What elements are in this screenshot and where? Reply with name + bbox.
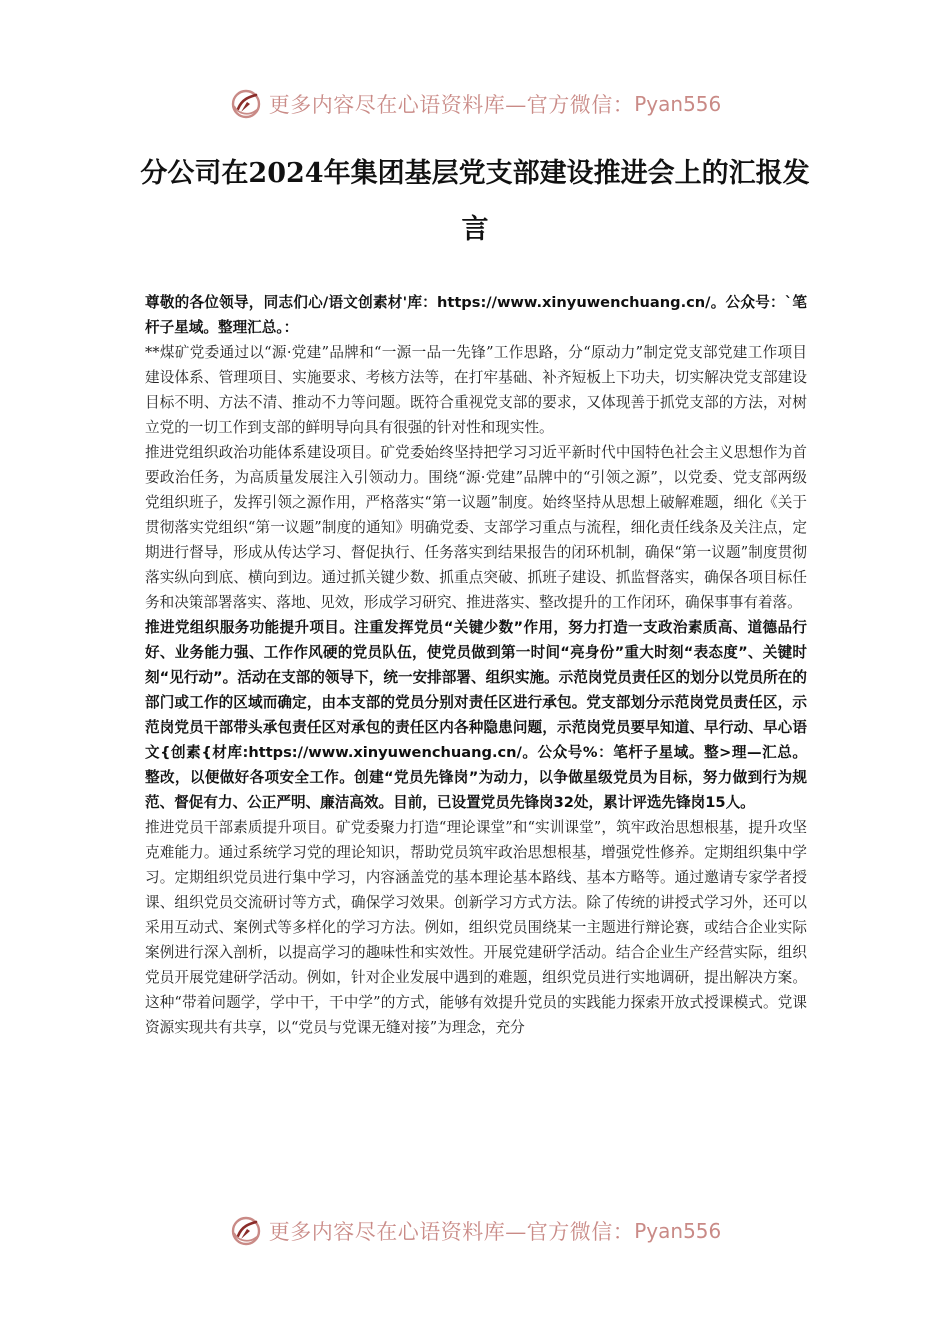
document-title: 分公司在2024年集团基层党支部建设推进会上的汇报发言 — [140, 158, 810, 245]
paragraph-service-function: 推进党组织服务功能提升项目。注重发挥党员“关键少数”作用，努力打造一支政治素质高、道德品行好、业务能力强、工作作风硬的党员队伍，使党员做到第一时间“亮身份”重大时刻“表态度”、关键时刻“见行动”。活动在支部的领导下，统一安排部署、组织实施。示范岗党员责任区的划分以党员所在的部门或工作的区域而确定，由本支部的党员分别对责任区进行承包。党支部划分示范岗党员责任区，示范岗党员干部带头承包责任区对承包的责任区内各种隐患问题，示范岗党员要早知道、早行动、早心语文{创素{材库:https://www.xinyuwenchuang.cn/。公众号%：笔杆子星域。整>理—汇总。整改，以便做好各项安全工作。创建“党员先锋岗”为动力，以争做星级党员为目标，努力做到行为规范、督促有力、公正严明、廉洁高效。目前，已设置党员先锋岗32处，累计评选先锋岗15人。 — [145, 619, 807, 811]
pen-swirl-logo-icon — [229, 1214, 263, 1248]
paragraph-salutation: 尊敬的各位领导，同志们心/语文创素材'库：https://www.xinyuwenchuang.cn/。公众号：`笔杆子星域。整理汇总。： — [145, 294, 807, 336]
header-banner — [0, 84, 950, 124]
paragraph-cadre-quality: 推进党员干部素质提升项目。矿党委聚力打造“理论课堂”和“实训课堂”，筑牢政治思想根基，提升攻坚克难能力。通过系统学习党的理论知识，帮助党员筑牢政治思想根基，增强党性修养。定期组织集中学习。定期组织党员进行集中学习，内容涵盖党的基本理论基本路线、基本方略等。通过邀请专家学者授课、组织党员交流研讨等方式，确保学习效果。创新学习方式方法。除了传统的讲授式学习外，还可以采用互动式、案例式等多样化的学习方法。例如，组织党员围绕某一主题进行辩论赛，或结合企业实际案例进行深入剖析，以提高学习的趣味性和实效性。开展党建研学活动。结合企业生产经营实际，组织党员开展党建研学活动。例如，针对企业发展中遇到的难题，组织党员进行实地调研，提出解决方案。这种“带着问题学，学中干，干中学”的方式，能够有效提升党员的实践能力探索开放式授课模式。党课资源实现共有共享，以“党员与党课无缝对接”为理念，充分 — [145, 819, 807, 1036]
banner-text: 更多内容尽在心语资料库—官方微信： — [268, 93, 635, 117]
document-body — [145, 290, 807, 1040]
banner-wechat-id: Pyan556 — [634, 92, 722, 116]
paragraph-political-function: 推进党组织政治功能体系建设项目。矿党委始终坚持把学习习近平新时代中国特色社会主义思想作为首要政治任务，为高质量发展注入引领动力。围绕“源·党建”品牌中的“引领之源”，以党委、党支部两级党组织班子，发挥引领之源作用，严格落实“第一议题”制度。始终坚持从思想上破解难题，细化《关于贯彻落实党组织“第一议题”制度的通知》明确党委、支部学习重点与流程，细化责任线条及关注点，定期进行督导，形成从传达学习、督促执行、任务落实到结果报告的闭环机制，确保“第一议题”制度贯彻落实纵向到底、横向到边。通过抓关键少数、抓重点突破、抓班子建设、抓监督落实，确保各项目标任务和决策部署落实、落地、见效，形成学习研究、推进落实、整改提升的工作闭环，确保事事有着落。 — [145, 444, 807, 611]
pen-swirl-logo-icon — [229, 87, 263, 121]
banner-wechat-id: Pyan556 — [634, 1219, 722, 1243]
footer-banner — [0, 1211, 950, 1251]
banner-text: 更多内容尽在心语资料库—官方微信： — [268, 1220, 635, 1244]
paragraph-intro: **煤矿党委通过以“源·党建”品牌和“一源一品一先锋”工作思路，分“原动力”制定党支部党建工作项目建设体系、管理项目、实施要求、考核方法等，在打牢基础、补齐短板上下功夫，切实解决党支部建设目标不明、方法不清、推动不力等问题。既符合重视党支部的要求，又体现善于抓党支部的方法，对树立党的一切工作到支部的鲜明导向具有很强的针对性和现实性。 — [145, 344, 807, 436]
